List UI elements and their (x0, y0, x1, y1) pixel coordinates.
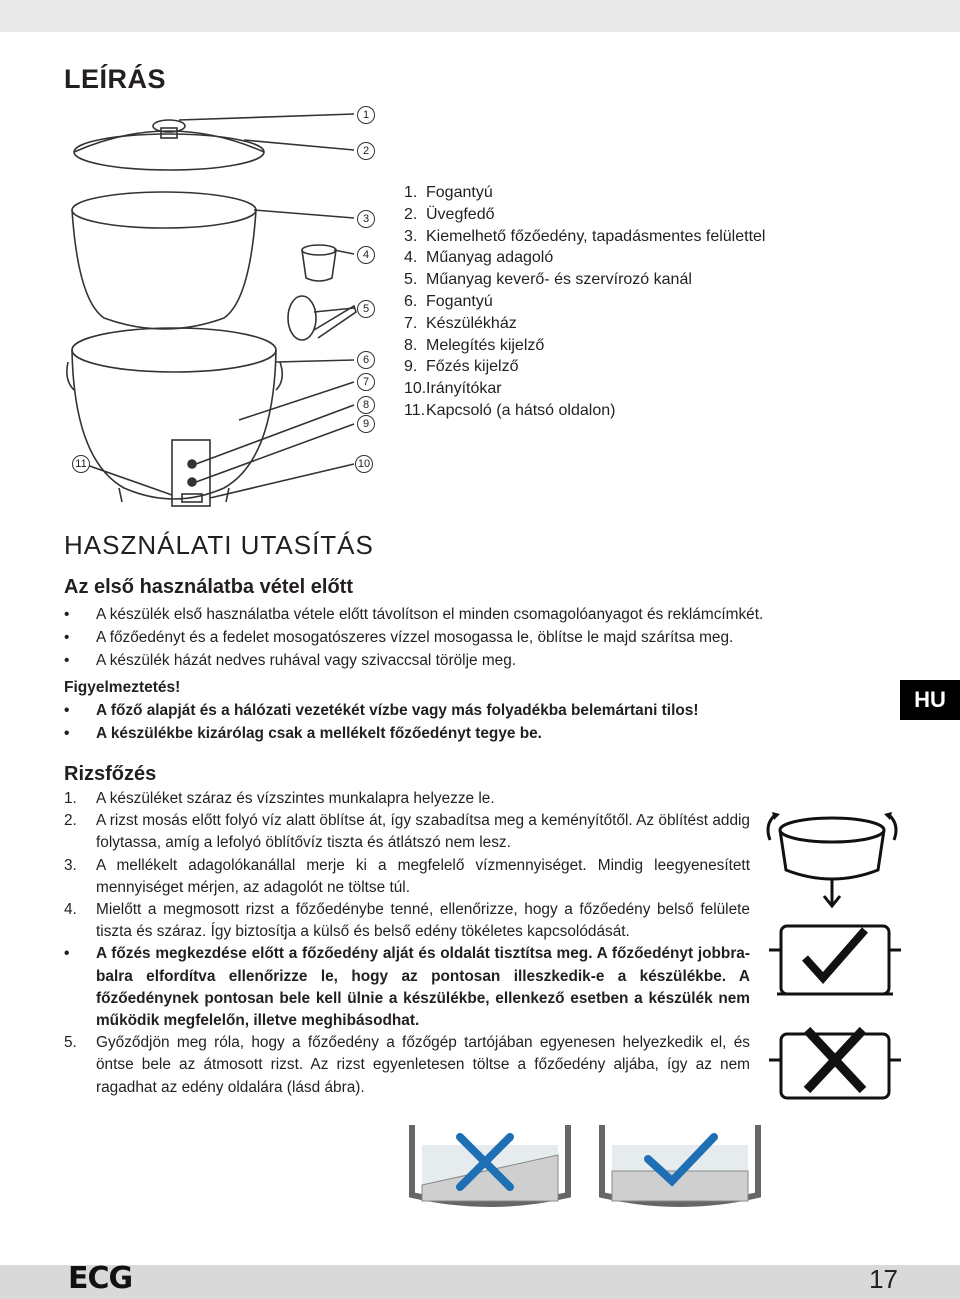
page-number: 17 (869, 1264, 898, 1294)
list-item: 8. Melegítés kijelző (404, 336, 545, 354)
callout-11: 11 (72, 455, 90, 473)
callout-5: 5 (357, 300, 375, 318)
list-item: • A főzés megkezdése előtt a főzőedény alját és oldalát tisztítsa meg. A főzőedényt jobbra-balra elfordítva ellenőrizze le, hogy az pontosan illeszkedik-e a készülékbe. A főzőedénynek pontosan bele kell ülnie a készülékbe, ellenkező esetben a készülék nem működik megfelelőn, illetve meghibásodhat. (64, 945, 750, 1030)
list-item: 3. A mellékelt adagolókanállal merje ki a megfelelő vízmennyiséget. Mindig leegyenesített mennyiséget mérjen, az adagolót ne töltse túl. (64, 856, 750, 896)
wrong-fit-illustration (765, 1010, 905, 1110)
footer-bar (0, 1265, 960, 1299)
list-item: 1. Fogantyú (404, 184, 493, 201)
correct-fit-illustration (765, 910, 905, 1010)
list-item: 4. Műanyag adagoló (404, 249, 554, 267)
list-item: • A készülék első használatba vétele előtt távolítson el minden csomagolóanyagot és reklámcímkét. (64, 603, 763, 626)
language-badge: HU (900, 680, 960, 720)
callout-3: 3 (357, 210, 375, 228)
warning-list (64, 699, 698, 745)
list-item: • A főzőedényt és a fedelet mosogatószeres vízzel mosogassa le, öblítse le majd szárítsa meg. (64, 626, 763, 649)
callout-10: 10 (355, 455, 373, 473)
warning-title: Figyelmeztetés! (64, 679, 181, 696)
callout-9: 9 (357, 415, 375, 433)
rice-steps-list (64, 788, 750, 1099)
callout-2: 2 (357, 142, 375, 160)
first-use-list (64, 603, 763, 672)
subsection-title-first-use: Az első használatba vétel előtt (64, 576, 353, 598)
list-item: 6. Fogantyú (404, 292, 493, 310)
list-item: • A főző alapját és a hálózati vezetékét vízbe vagy más folyadékba belemártani tilos! (64, 699, 698, 722)
list-item: 5. Műanyag keverő- és szervírozó kanál (404, 271, 692, 289)
list-item: 7. Készülékház (404, 314, 517, 332)
list-item: 2. A rizst mosás előtt folyó víz alatt öblítse át, így szabadítsa meg a keményítőtől. Az öblítést addig folytassa, amíg a lefolyó öblítővíz tiszta és átlátszó nem lesz. (64, 812, 750, 852)
section-title-usage: HASZNÁLATI UTASÍTÁS (64, 530, 374, 560)
top-rule (0, 0, 960, 32)
parts-list (404, 182, 765, 422)
list-item: 11. Kapcsoló (a hátsó oldalon) (404, 401, 616, 419)
list-item: 4. Mielőtt a megmosott rizst a főzőedénybe tenné, ellenőrizze, hogy a főzőedény belső felülete tiszta és száraz. Így biztosítja a külső és belső edény tökéletes kapcsolódását. (64, 901, 750, 941)
callout-1: 1 (357, 106, 375, 124)
subsection-title-rice: Rizsfőzés (64, 763, 157, 785)
list-item: 10. Irányítókar (404, 380, 502, 398)
section-title-description: LEÍRÁS (64, 64, 167, 94)
callout-8: 8 (357, 396, 375, 414)
callout-7: 7 (357, 373, 375, 391)
uneven-rice-illustration (400, 1115, 580, 1215)
callout-4: 4 (357, 246, 375, 264)
list-item: • A készülék házát nedves ruhával vagy szivaccsal törölje meg. (64, 649, 763, 672)
rice-cooker-exploded-drawing (64, 100, 384, 520)
even-rice-illustration (590, 1115, 770, 1215)
callout-6: 6 (357, 351, 375, 369)
list-item: 3. Kiemelhető főzőedény, tapadásmentes felülettel (404, 227, 766, 245)
list-item: 9. Főzés kijelző (404, 358, 519, 376)
list-item: 2. Üvegfedő (404, 205, 495, 223)
brand-logo: ECG (68, 1261, 133, 1296)
rotate-pot-illustration (762, 800, 902, 910)
list-item: 1. A készüléket száraz és vízszintes munkalapra helyezze le. (64, 790, 495, 807)
list-item: 5. Győződjön meg róla, hogy a főzőedény a főzőgép tartójában egyenesen helyezkedik el, és öntse bele az átmosott rizst. Az rizst egyenletesen töltse a főzőedény aljába, így az nem ragadhat az edény oldalára (lásd ábra). (64, 1034, 750, 1096)
list-item: • A készülékbe kizárólag csak a mellékelt főzőedényt tegye be. (64, 722, 698, 745)
